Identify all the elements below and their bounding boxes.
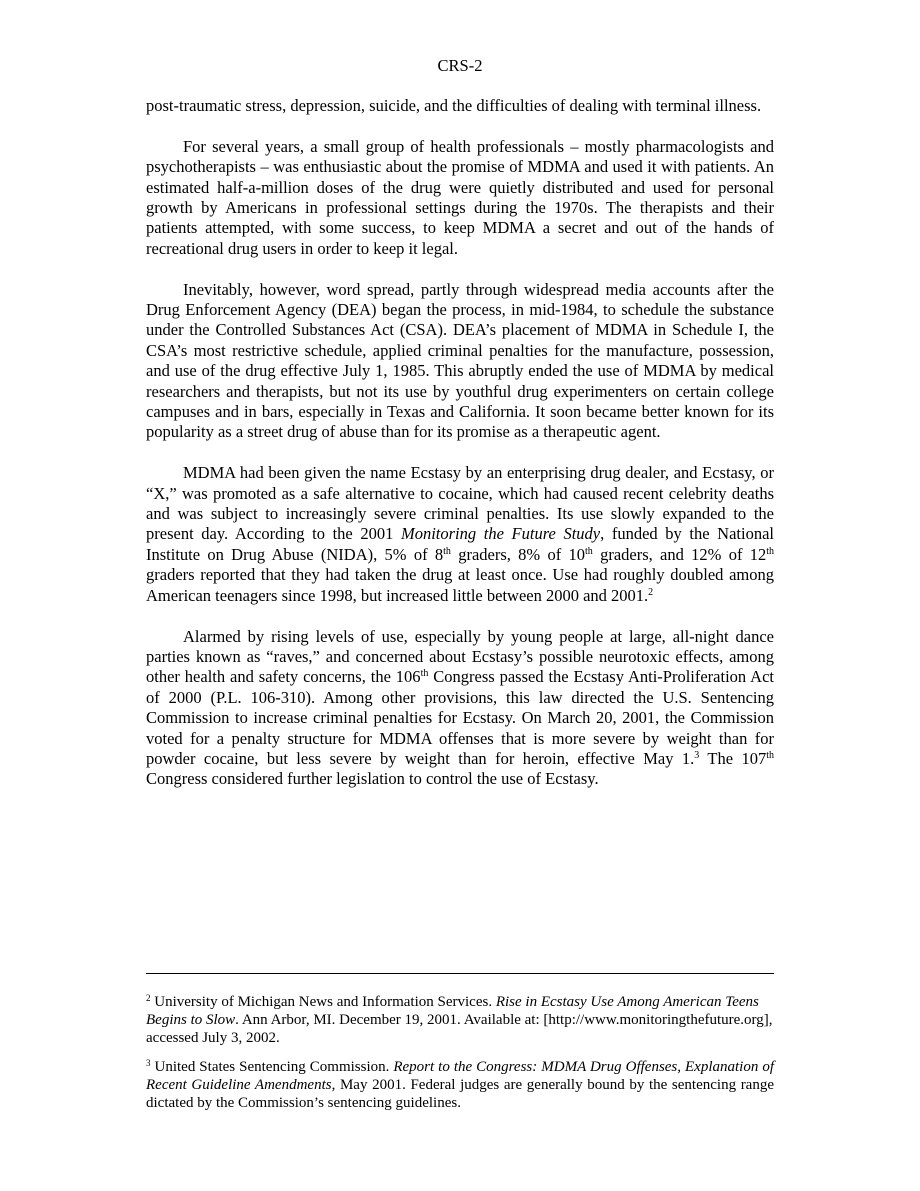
paragraph-4-text: , funded by the National Institute on Drug Abuse (NIDA), 5% of 8 (146, 524, 775, 564)
footnotes-section (146, 993, 774, 1123)
paragraph-2: For several years, a small group of health professionals – mostly pharmacologists and psychotherapists – was enthusiastic about the promise of MDMA and used it with patients. An estimated half-a-million doses of the drug were quietly distributed and used for personal growth by Americans in professional settings during the 1970s. The therapists and their patients attempted, with some success, to keep MDMA a secret and out of the hands of recreational drug users in order to keep it legal. (146, 136, 774, 258)
footnote-source-title: Rise in Ecstasy Use Among American Teens Begins to Slow (146, 994, 759, 1028)
footnote-reference-3[interactable]: 3 (694, 749, 700, 761)
paragraph-5-text: Congress passed the Ecstasy Anti-Proliferation Act of 2000 (P.L. 106-310). Among other provisions, this law directed the U.S. Sentencing Commission to increase criminal penalties for Ecstasy. On March 20, 2001, the Commission voted for a penalty structure for MDMA offenses that is more severe by weight than for powder cocaine, but less severe by weight than for heroin, effective May 1. (146, 667, 774, 768)
ordinal-suffix: th (420, 668, 429, 680)
footnote-reference-2[interactable]: 2 (648, 586, 654, 598)
paragraph-4-text: graders, and 12% of 12 (592, 544, 767, 564)
page-header (0, 56, 920, 76)
ordinal-suffix: th (766, 749, 774, 761)
paragraph-5-text: The 107 (699, 748, 767, 768)
paragraph-4-text: graders, 8% of 10 (450, 544, 585, 564)
paragraph-5-text: Alarmed by rising levels of use, especially by young people at large, all-night dance parties known as “raves,” and concerned about Ecstasy’s possible neurotoxic effects, among other health and safety concerns, the 106 (146, 626, 774, 687)
footnote-text: United States Sentencing Commission. (150, 1059, 394, 1075)
footnote-text: , May 2001. Federal judges are generally bound by the sentencing range dictated by the Commission’s sentencing guidelines. (146, 1077, 774, 1111)
paragraph-5 (146, 627, 774, 790)
paragraph-1: post-traumatic stress, depression, suicide, and the difficulties of dealing with terminal illness. (146, 96, 762, 115)
paragraph-5-text: Congress considered further legislation to control the use of Ecstasy. (146, 769, 599, 789)
footnote-3 (146, 1058, 774, 1112)
footnote-number: 2 (146, 993, 151, 1003)
document-body (146, 96, 774, 810)
footnote-text: University of Michigan News and Information Services. (150, 994, 496, 1010)
footnote-2 (146, 993, 774, 1047)
paragraph-3: Inevitably, however, word spread, partly through widespread media accounts after the Drug Enforcement Agency (DEA) began the process, in mid-1984, to schedule the substance under the Controlled Substances Act (CSA). DEA’s placement of MDMA in Schedule I, the CSA’s most restrictive schedule, applied criminal penalties for the manufacture, possession, and use of the drug effective July 1, 1985. This abruptly ended the use of MDMA by medical researchers and therapists, but not its use by youthful drug experimenters on certain college campuses and in bars, especially in Texas and California. It soon became better known for its popularity as a street drug of abuse than for its promise as a therapeutic agent. (146, 279, 774, 442)
ordinal-suffix: th (443, 545, 451, 557)
footnote-number: 3 (146, 1058, 151, 1068)
paragraph-4-text: graders reported that they had taken the drug at least once. Use had roughly doubled among American teenagers since 1998, but increased little between 2000 and 2001. (146, 565, 774, 605)
paragraph-4 (146, 463, 774, 606)
paragraph-4-text: MDMA had been given the name Ecstasy by an enterprising drug dealer, and Ecstasy, or “X,” was promoted as a safe alternative to cocaine, which had caused recent celebrity deaths and was subject to increasingly severe criminal penalties. Its use slowly expanded to the present day. According to the 2001 (146, 463, 774, 544)
ordinal-suffix: th (766, 545, 775, 557)
study-title: Monitoring the Future Study (400, 524, 601, 544)
footnote-text: . Ann Arbor, MI. December 19, 2001. Available at: [http://www.monitoringthefuture.org], accessed July 3, 2002. (146, 1012, 773, 1046)
page-number: CRS-2 (437, 56, 483, 75)
footnote-divider (146, 973, 774, 974)
footnote-source-title: Report to the Congress: MDMA Drug Offenses, Explanation of Recent Guideline Amendments (146, 1059, 774, 1093)
ordinal-suffix: th (585, 545, 593, 557)
